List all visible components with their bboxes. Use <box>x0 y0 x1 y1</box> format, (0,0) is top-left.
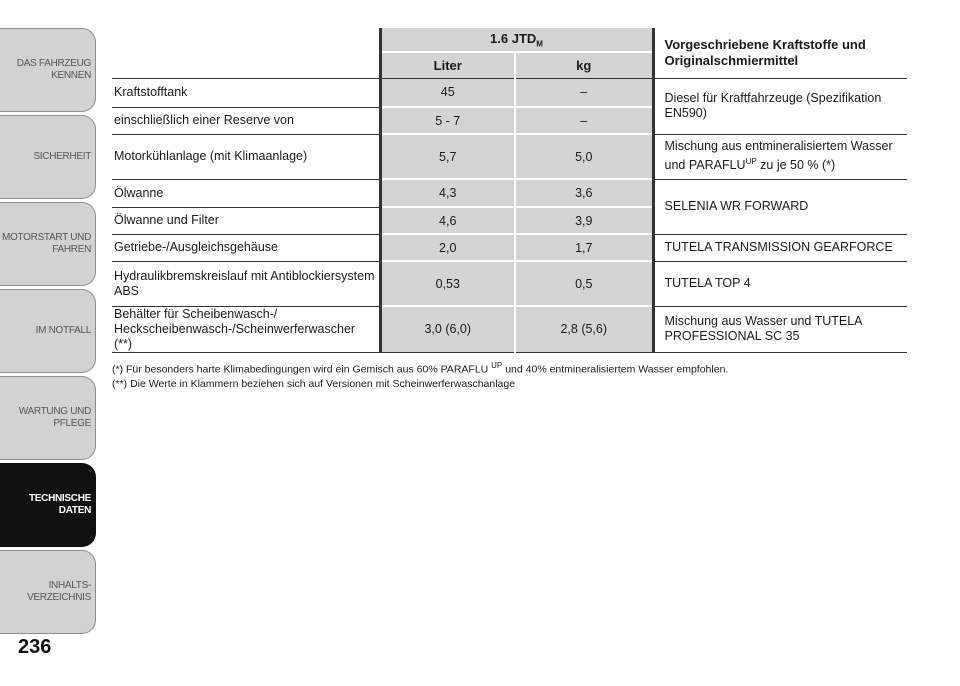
row-label: Motorkühlanlage (mit Klimaanlage) <box>112 134 380 179</box>
tab-im-notfall[interactable] <box>0 289 96 373</box>
engine-name: 1.6 JTD <box>490 30 537 46</box>
kg-value: 5,0 <box>515 134 653 179</box>
footnote-1-superscript: UP <box>491 360 503 370</box>
liter-value: 5 - 7 <box>380 107 515 134</box>
kg-value: 3,6 <box>515 179 653 207</box>
engine-subscript: M <box>536 39 543 49</box>
kg-value: – <box>515 78 653 107</box>
capacities-table <box>112 28 907 353</box>
coolant-text-end: zu je 50 % (*) <box>756 158 836 173</box>
kg-value: 1,7 <box>515 234 653 261</box>
row-label: Getriebe-/Ausgleichsgehäuse <box>112 234 380 261</box>
tab-label: WARTUNG UND PFLEGE <box>18 406 91 429</box>
tab-inhaltsverzeichnis[interactable] <box>0 550 96 634</box>
kg-value: – <box>515 107 653 134</box>
liter-value: 45 <box>380 78 515 107</box>
tab-das-fahrzeug-kennen[interactable] <box>0 28 96 112</box>
row-label: Ölwanne <box>112 179 380 207</box>
table-row <box>112 179 907 207</box>
tab-sicherheit[interactable] <box>0 115 96 199</box>
liter-value: 4,6 <box>380 207 515 234</box>
fuel-washer: Mischung aus Wasser und TUTELA PROFESSIONAL SC 35 <box>653 306 907 352</box>
footnote-1 <box>112 358 907 378</box>
row-label: Behälter für Scheibenwasch-/ Heckscheibenwasch-/Scheinwerferwascher (**) <box>112 306 380 352</box>
fuel-diesel: Diesel für Kraftfahrzeuge (Spezifikation EN590) <box>653 78 907 134</box>
tab-wartung-und-pflege[interactable] <box>0 376 96 460</box>
table-row <box>112 261 907 306</box>
table-row <box>112 134 907 179</box>
footnotes <box>112 358 907 393</box>
footnote-1-text-end: und 40% entmineralisiertem Wasser empfohlen. <box>502 363 729 375</box>
tab-label: IM NOTFALL <box>35 325 91 336</box>
fuel-brake: TUTELA TOP 4 <box>653 261 907 306</box>
tab-label: INHALTS- VERZEICHNIS <box>27 580 91 603</box>
footnote-1-text: (*) Für besonders harte Klimabedingungen wird ein Gemisch aus 60% PARAFLU <box>112 363 492 375</box>
liter-value: 4,3 <box>380 179 515 207</box>
fuel-header: Vorgeschriebene Kraftstoffe und Originalschmiermittel <box>653 28 907 78</box>
table-row <box>112 234 907 261</box>
tab-label: DAS FAHRZEUG KENNEN <box>16 58 91 81</box>
fuel-gearbox: TUTELA TRANSMISSION GEARFORCE <box>653 234 907 261</box>
liter-value: 0,53 <box>380 261 515 306</box>
liter-value: 5,7 <box>380 134 515 179</box>
row-label: einschließlich einer Reserve von <box>112 107 380 134</box>
tab-technische-daten[interactable] <box>0 463 96 547</box>
row-label: Ölwanne und Filter <box>112 207 380 234</box>
engine-header <box>380 28 653 52</box>
tab-label: TECHNISCHE DATEN <box>28 493 91 516</box>
liter-value: 2,0 <box>380 234 515 261</box>
row-label: Kraftstofftank <box>112 78 380 107</box>
kg-value: 3,9 <box>515 207 653 234</box>
row-label: Hydraulikbremskreislauf mit Antiblockiersystem ABS <box>112 261 380 306</box>
footnote-2: (**) Die Werte in Klammern beziehen sich auf Versionen mit Scheinwerferwaschanlage <box>112 378 516 390</box>
kg-value: 0,5 <box>515 261 653 306</box>
tab-motorstart-und-fahren[interactable] <box>0 202 96 286</box>
liter-header: Liter <box>380 52 515 78</box>
kg-header: kg <box>515 52 653 78</box>
capacities-section <box>112 28 907 392</box>
fuel-coolant <box>653 134 907 179</box>
coolant-text: Mischung aus entmineralisiertem Wasser und PARAFLU <box>664 139 893 173</box>
header-empty <box>112 28 380 52</box>
tab-label: SICHERHEIT <box>33 151 91 162</box>
header-empty <box>112 52 380 78</box>
liter-value: 3,0 (6,0) <box>380 306 515 352</box>
table-row <box>112 306 907 352</box>
tab-label: MOTORSTART UND FAHREN <box>2 232 91 255</box>
table-row <box>112 78 907 107</box>
page-number: 236 <box>18 636 52 658</box>
kg-value: 2,8 (5,6) <box>515 306 653 352</box>
coolant-superscript: UP <box>745 157 757 167</box>
fuel-oil: SELENIA WR FORWARD <box>653 179 907 234</box>
